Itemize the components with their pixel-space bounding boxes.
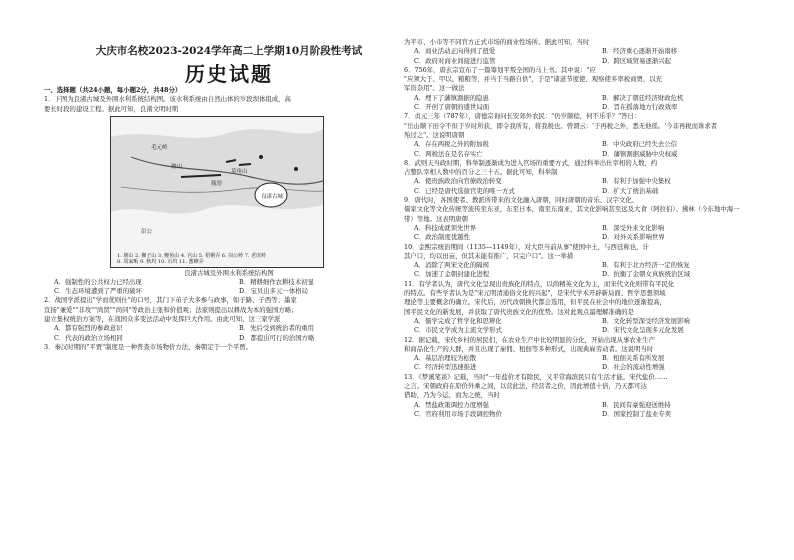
- map-label-yaoshan: 瓶窑: [211, 180, 223, 187]
- section-heading: 一、选择题（共24小题，每小题2分，共48分）: [44, 86, 182, 94]
- q13-option-b[interactable]: B．民间有豪强迎送维持: [602, 400, 671, 409]
- q12-option-a[interactable]: A．基层治理较为松散: [414, 354, 477, 363]
- map-legend-line-2: 8. 周家畈 9. 秋坞 10. 石坞 11. 蜜蜂弄: [117, 258, 204, 265]
- q7-option-b[interactable]: B．中央政府已经失去公信: [602, 140, 677, 149]
- q12-options-row-1: [404, 354, 780, 363]
- question-3-stem: 3．秦汉时期的"平贾"制度是一种普查市场物价方法，秦朝定于一个平贾。: [44, 342, 253, 351]
- q9-option-c[interactable]: C．政治制度优越性: [414, 233, 471, 242]
- q12-stem-cont: 和商品化生产的人群，并且出现了雇佣、租佃等多种形式，出现典雇劳动者。这说明当时: [404, 344, 654, 353]
- q6-option-a[interactable]: A．埋下了藩镇割据的隐患: [414, 93, 489, 102]
- q5-option-d[interactable]: D．跨区域贸易逐渐兴起: [602, 56, 672, 65]
- q7-options-row-1: [404, 140, 780, 149]
- q5-stem-cont: 为平市、小市等不同官方正式市场的商业性场所。据此可知，当时: [404, 38, 590, 46]
- q11-option-b[interactable]: B．文化转型深受经济发展影响: [602, 316, 690, 325]
- q9-option-a[interactable]: A．科技成就领先世界: [414, 223, 477, 232]
- question-2-stem: 2．战国学派提出"学而优则仕"的口号，其门下弟子大多参与政事，如子路、子西等；墨家: [44, 296, 297, 305]
- q13-stem-cont: 之言。宋朝政府在原价外乘之间，以营此法，经营者之价，因此增值十倍，乃天都可达: [404, 381, 647, 390]
- question-2-stem-cont2: 建立集权统治方案等，在战国众多变法活动中发挥巨大作用。由此可知，这三家学派: [44, 315, 281, 324]
- q8-stem: 8．武则天当政时期，科举制逐渐成为进入官场的重要方式，通过科举出仕宰相的人数，约: [404, 158, 658, 167]
- q11-options-row-1: [404, 317, 780, 326]
- q13-option-a[interactable]: A．禁盐政策调控力度增强: [414, 400, 489, 409]
- q9-option-d[interactable]: D．对外关系影响世界: [602, 233, 665, 242]
- q7-option-d[interactable]: D．藩镇割据威胁中央权威: [602, 149, 678, 158]
- q12-stem: 12．据记载，宋代乡村的居民们，在农业生产中比较明显的分化，开始出现从事农业生产: [404, 335, 655, 344]
- map-label-mojiaoshan: 莫角山: [231, 168, 248, 175]
- q11-option-c[interactable]: C．市民文学成为主流文学形式: [414, 326, 502, 335]
- question-1-stem-cont: 要长时段的建设工程。据此可知，良渚文明时期: [44, 104, 179, 113]
- map-label-tangshan: 塘山: [171, 163, 183, 170]
- q13-options-row-2: [404, 410, 780, 419]
- q12-option-c[interactable]: C．经济转型迅速推进: [414, 363, 477, 372]
- q1-option-d[interactable]: D．宝贝出多元一体格局: [239, 287, 309, 296]
- q2-option-a[interactable]: A．都有强烈的参政意识: [54, 324, 123, 333]
- q7-option-c[interactable]: C．两税法在是名存实亡: [414, 149, 483, 158]
- q2-options-row-1: [44, 324, 414, 333]
- q11-stem-cont2: 理论等主要概念的确立。宋代后，历代改朝换代都会选用，但平民在社会中的地位逐渐提高，: [404, 298, 667, 307]
- q6-stem-cont2: 军资杂用"。这一做法: [404, 84, 465, 93]
- q8-options-row-2: [404, 187, 780, 196]
- q13-stem-cont2: 借助，乃为今运，而为之统，当时: [404, 391, 500, 400]
- q1-options-row-2: [44, 287, 414, 296]
- q12-option-d[interactable]: D．社会的流动性增强: [602, 363, 665, 372]
- q5-options-row-2: [404, 57, 780, 66]
- map-label-gucheng: 良渚古城: [261, 193, 284, 200]
- q9-options-row-2: [404, 233, 780, 242]
- map-label-maoyuanling: 毛元岭: [151, 144, 168, 151]
- q12-option-b[interactable]: B．租佃关系有所发展: [602, 354, 665, 363]
- q5-option-b[interactable]: B．经济重心逐渐开始南移: [602, 47, 677, 56]
- map-legend-line-1: 1. 塘山 2. 狮子山 3. 鲤鱼山 4. 官山 5. 梧桐弄 6. 岗公岭 7. 老虎岭: [117, 252, 267, 259]
- q10-stem: 10．金熙宗统治期间（1135—1149年），对大臣当前从事"使国中土，与西廷称也，计: [404, 242, 649, 251]
- q11-option-a[interactable]: A．儒学完成了哲学化和思辨化: [414, 316, 502, 325]
- q9-stem-cont2: 带）等地。这表明唐朝: [404, 214, 468, 223]
- q6-options-row-1: [404, 94, 780, 103]
- q10-stem-cont: 其户口，均以田亩，但其未能有推广，只完户口"。这一举措: [404, 251, 574, 260]
- q8-option-b[interactable]: B．有利于加强中央集权: [602, 177, 671, 186]
- q12-options-row-2: [404, 363, 780, 372]
- q5-options-row-1: [404, 47, 780, 56]
- q8-option-d[interactable]: D．扩大了统治基础: [602, 186, 659, 195]
- q13-option-d[interactable]: D．国家控制了盐业专卖: [602, 409, 672, 418]
- q2-option-c[interactable]: C．代表的政治立场相同: [54, 333, 123, 342]
- q7-stem-cont2: 殆过之"。这说明唐朝: [404, 130, 465, 139]
- q9-stem-cont: 儒家文化等文化传统等流传至东亚，东至日本，南至东南亚，其文化影响甚至远及大食（阿拉伯）、拂林（今东地中海一: [404, 205, 740, 214]
- question-2-stem-cont: 宣扬"兼爱""非攻""尚贤""尚同"等政治主张和价值观；法家则提出以耕战为本的强国方略；: [44, 305, 298, 314]
- map-legend: [117, 253, 317, 265]
- q11-options-row-2: [404, 326, 780, 335]
- map-caption: 良渚古城及外围水利系统结构图: [184, 268, 274, 277]
- q9-stem: 9．唐代时，各国使者、教派所带来的文化融入唐朝，同时唐朝的音乐、汉字文化、: [404, 196, 639, 205]
- q8-options-row-1: [404, 177, 780, 186]
- liangzhu-map: [110, 116, 324, 268]
- q7-stem-cont: "岳山顺下田令不但于岁时所获，即令我所有，将我税也。曾谓云：'于再税之外，悉无他徭。'今非再税而诛求者: [404, 121, 718, 130]
- q2-option-d[interactable]: D．都提出可行的治国方略: [239, 333, 315, 342]
- subject-title: 历史试题: [185, 62, 273, 86]
- q10-option-a[interactable]: A．消除了两宋文化的隔阂: [414, 261, 489, 270]
- q11-stem-cont3: 国平民文化的新发展，并获取了唐代贵族文化的优势。这对此观点最理解准确的是: [404, 307, 635, 316]
- q5-option-a[interactable]: A．商业活动正向得到了扭爱: [414, 47, 496, 56]
- q6-option-d[interactable]: D．旨在摇落地方行政效率: [602, 103, 678, 112]
- q11-stem-cont: 的特点。有些学者认为是"宋元明清通俗文化的兴起"，是宋代学术开辟新局面、哲学思想领域: [404, 289, 666, 298]
- q13-stem: 13．《梦溪笔谈》记载，当时"一年盐价才有除民，又平常海滨民只有生活才能。宋代盐价……: [404, 372, 668, 381]
- q6-options-row-2: [404, 103, 780, 112]
- q6-stem-cont: "应须大于、甲以、粮粮等，并当于当路自供"，于是"诸道节度使、观察使多率税商贾，以充: [404, 75, 663, 84]
- q1-option-b[interactable]: B．精耕细作农耕技术初显: [239, 277, 314, 286]
- q9-option-b[interactable]: B．深受外来文化影响: [602, 223, 665, 232]
- exam-title: 大庆市名校2023-2024学年高二上学期10月阶段性考试: [95, 45, 363, 57]
- q6-option-b[interactable]: B．解决了朝廷经济财政危机: [602, 93, 684, 102]
- q5-option-c[interactable]: C．政府对商业间接进行监管: [414, 56, 496, 65]
- q7-option-a[interactable]: A．存在两税之外的附加税: [414, 140, 489, 149]
- q2-option-b[interactable]: B．先后受到统治者的重用: [239, 324, 314, 333]
- q9-options-row-1: [404, 224, 780, 233]
- map-label-penggong: 彭公: [141, 228, 153, 235]
- q13-option-c[interactable]: C．官府利用市场手段调控物价: [414, 409, 502, 418]
- q10-option-b[interactable]: B．有利于北方经济一定的恢复: [602, 261, 690, 270]
- map-graphic: [111, 117, 323, 267]
- q10-option-d[interactable]: D．抗衡了金朝女真族统治区域: [602, 270, 691, 279]
- q8-option-a[interactable]: A．使贵族政治向官僚政治转变: [414, 177, 502, 186]
- q6-option-c[interactable]: C．开创了唐朝的盛世局面: [414, 103, 490, 112]
- q1-option-a[interactable]: A．强制性的公共权力已经出现: [54, 277, 142, 286]
- q2-options-row-2: [44, 334, 414, 343]
- q7-stem: 7．贞元三年（787年），唐德宗询问长安郊外农民："仍岁颇稔，何不乐乎？"答曰：: [404, 112, 641, 121]
- q10-options-row-1: [404, 261, 780, 270]
- q10-options-row-2: [404, 270, 780, 279]
- q8-option-c[interactable]: C．已经是唐代选拔官吏的唯一方式: [414, 186, 515, 195]
- question-1-stem: 1．下图为良渚古城及外围水利系统结构图。该水利系统由自然山体的岁段坝体组成，高: [44, 95, 291, 104]
- q11-stem: 11．有学者认为，唐代文化呈现出贵族化的特点，以尚精英文化为主，而宋代文化则带有平民化: [404, 279, 675, 288]
- left-column: [44, 86, 414, 352]
- q11-option-d[interactable]: D．宋代文化呈现多元化发展: [602, 326, 684, 335]
- q8-stem-cont: 占整队宰相人数中的百分之三十五。据此可知，科举制: [404, 168, 558, 177]
- q7-options-row-2: [404, 150, 780, 159]
- q10-option-c[interactable]: C．加速了金朝封建化进程: [414, 270, 490, 279]
- q6-stem: 6．756年，唐玄宗宣布了一篇筹划平叛全国的马上书。其中说："应: [404, 65, 596, 74]
- q1-options-row-1: [44, 278, 414, 287]
- q13-options-row-1: [404, 401, 780, 410]
- right-column: [404, 38, 780, 419]
- q1-option-c[interactable]: C．生态环境遭到了严重的破坏: [54, 287, 142, 296]
